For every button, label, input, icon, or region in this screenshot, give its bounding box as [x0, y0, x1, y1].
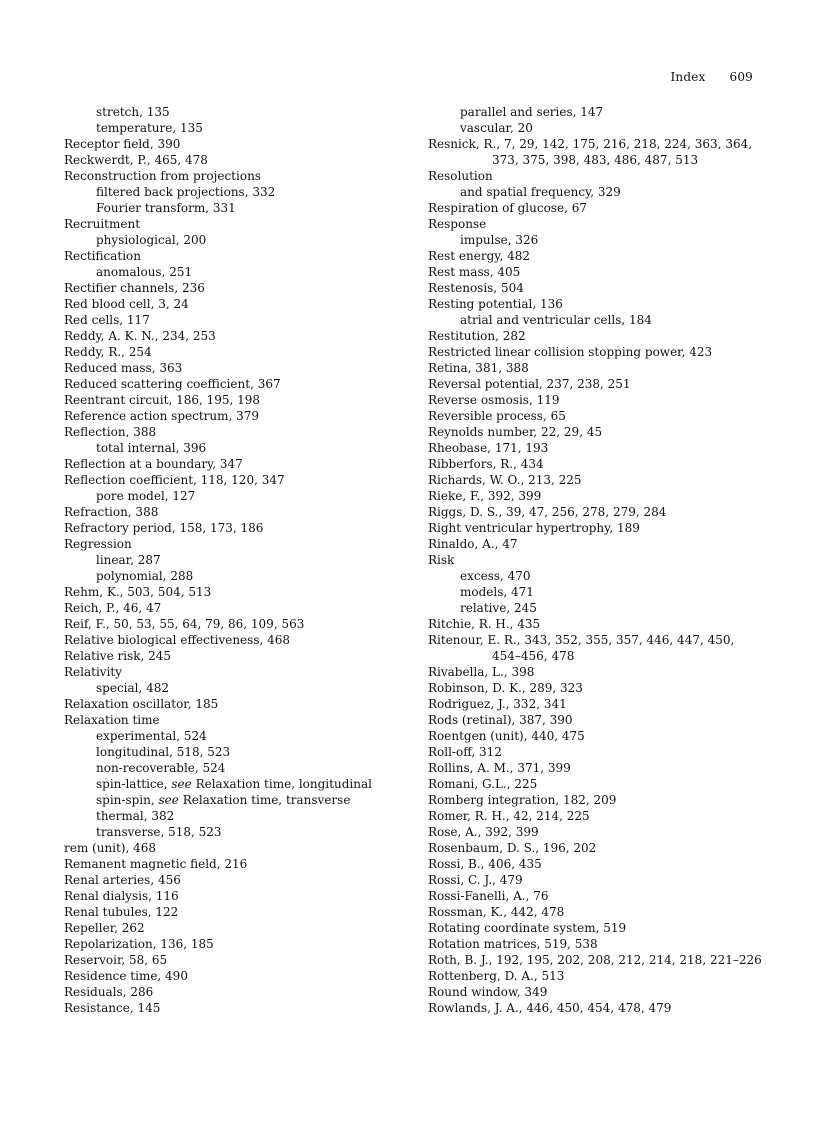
index-subentry: vascular, 20	[460, 121, 533, 135]
index-entry: Reich, P., 46, 47	[64, 601, 162, 615]
index-subentry: spin-lattice, see Relaxation time, longitudinal	[96, 777, 372, 791]
index-entry: Roth, B. J., 192, 195, 202, 208, 212, 214, 218, 221–226	[428, 953, 762, 967]
index-entry: Rottenberg, D. A., 513	[428, 969, 565, 983]
index-entry: Reduced mass, 363	[64, 361, 183, 375]
index-entry: Robinson, D. K., 289, 323	[428, 681, 583, 695]
index-entry: Respiration of glucose, 67	[428, 201, 587, 215]
index-entry: Relative biological effectiveness, 468	[64, 633, 291, 647]
index-entry: Relaxation time	[64, 713, 160, 727]
index-entry: Refractory period, 158, 173, 186	[64, 521, 264, 535]
index-entry: Reckwerdt, P., 465, 478	[64, 153, 208, 167]
index-entry: Resistance, 145	[64, 1001, 161, 1015]
index-entry: Recruitment	[64, 217, 141, 231]
index-entry: Reference action spectrum, 379	[64, 409, 260, 423]
index-entry: Repolarization, 136, 185	[64, 937, 214, 951]
index-entry: Reversible process, 65	[428, 409, 566, 423]
index-subentry: physiological, 200	[96, 233, 207, 247]
index-entry: Relativity	[64, 665, 123, 679]
index-entry: Reduced scattering coefficient, 367	[64, 377, 281, 391]
index-entry: Refraction, 388	[64, 505, 159, 519]
running-header-title: Index	[670, 70, 706, 84]
index-entry: Rectification	[64, 249, 142, 263]
index-subentry: parallel and series, 147	[460, 105, 604, 119]
index-entry: Rods (retinal), 387, 390	[428, 713, 573, 727]
index-entry: Ritchie, R. H., 435	[428, 617, 541, 631]
index-entry: Restricted linear collision stopping power, 423	[428, 345, 713, 359]
running-header	[670, 70, 753, 84]
index-entry: Risk	[428, 553, 455, 567]
index-subentry: atrial and ventricular cells, 184	[460, 313, 652, 327]
index-entry: Reflection coefficient, 118, 120, 347	[64, 473, 285, 487]
index-subentry: excess, 470	[460, 569, 531, 583]
index-subentry: impulse, 326	[460, 233, 539, 247]
page-number: 609	[729, 70, 753, 84]
index-entry: Resolution	[428, 169, 493, 183]
index-subentry: linear, 287	[96, 553, 161, 567]
index-entry: rem (unit), 468	[64, 841, 157, 855]
index-entry: Ribberfors, R., 434	[428, 457, 544, 471]
index-entry: Romberg integration, 182, 209	[428, 793, 617, 807]
index-entry: Rinaldo, A., 47	[428, 537, 518, 551]
index-entry: Rossman, K., 442, 478	[428, 905, 565, 919]
index-entry: Rest mass, 405	[428, 265, 521, 279]
index-entry: Reflection at a boundary, 347	[64, 457, 243, 471]
index-column-right	[428, 104, 760, 1016]
index-subentry: and spatial frequency, 329	[460, 185, 621, 199]
index-entry: Reconstruction from projections	[64, 169, 261, 183]
index-entry: Rose, A., 392, 399	[428, 825, 539, 839]
index-entry: Romer, R. H., 42, 214, 225	[428, 809, 590, 823]
index-entry: Relative risk, 245	[64, 649, 172, 663]
index-subentry: spin-spin, see Relaxation time, transverse	[96, 793, 351, 807]
index-entry: Repeller, 262	[64, 921, 145, 935]
index-subentry: thermal, 382	[96, 809, 175, 823]
index-entry: Reservoir, 58, 65	[64, 953, 168, 967]
index-subentry: relative, 245	[460, 601, 537, 615]
index-entry: Red blood cell, 3, 24	[64, 297, 189, 311]
index-subentry: transverse, 518, 523	[96, 825, 222, 839]
index-entry: Restenosis, 504	[428, 281, 524, 295]
index-entry: Rossi, C. J., 479	[428, 873, 523, 887]
index-entry: Roentgen (unit), 440, 475	[428, 729, 585, 743]
index-entry: Reddy, A. K. N., 234, 253	[64, 329, 216, 343]
index-entry: Rossi-Fanelli, A., 76	[428, 889, 549, 903]
index-entry: Restitution, 282	[428, 329, 526, 343]
index-entry: Reddy, R., 254	[64, 345, 152, 359]
index-entry: Reverse osmosis, 119	[428, 393, 560, 407]
index-entry: Romani, G.L., 225	[428, 777, 538, 791]
index-entry: Rest energy, 482	[428, 249, 530, 263]
index-entry: Rowlands, J. A., 446, 450, 454, 478, 479	[428, 1001, 672, 1015]
index-entry: Reversal potential, 237, 238, 251	[428, 377, 631, 391]
index-entry: Rotating coordinate system, 519	[428, 921, 627, 935]
index-entry: Resting potential, 136	[428, 297, 563, 311]
index-entry: Rodriguez, J., 332, 341	[428, 697, 567, 711]
index-entry: Rehm, K., 503, 504, 513	[64, 585, 212, 599]
index-entry: Reif, F., 50, 53, 55, 64, 79, 86, 109, 563	[64, 617, 305, 631]
index-entry: Reflection, 388	[64, 425, 157, 439]
index-entry: Renal tubules, 122	[64, 905, 179, 919]
index-entry: Resnick, R., 7, 29, 142, 175, 216, 218, 224, 363, 364, 373, 375, 398, 483, 486, 487, 513	[428, 137, 753, 167]
index-entry: Residence time, 490	[64, 969, 188, 983]
index-entry: Reentrant circuit, 186, 195, 198	[64, 393, 261, 407]
index-subentry: anomalous, 251	[96, 265, 193, 279]
index-subentry: polynomial, 288	[96, 569, 194, 583]
index-entry: Receptor field, 390	[64, 137, 181, 151]
index-entry: Reynolds number, 22, 29, 45	[428, 425, 603, 439]
index-entry: Regression	[64, 537, 132, 551]
index-entry: Rotation matrices, 519, 538	[428, 937, 598, 951]
see-reference: see	[171, 777, 192, 791]
index-entry: Richards, W. O., 213, 225	[428, 473, 582, 487]
index-subentry: total internal, 396	[96, 441, 207, 455]
index-entry: Right ventricular hypertrophy, 189	[428, 521, 640, 535]
index-entry: Roll-off, 312	[428, 745, 502, 759]
index-subentry: filtered back projections, 332	[96, 185, 276, 199]
index-entry: Riggs, D. S., 39, 47, 256, 278, 279, 284	[428, 505, 667, 519]
index-subentry: pore model, 127	[96, 489, 196, 503]
see-reference: see	[158, 793, 179, 807]
index-entry: Rheobase, 171, 193	[428, 441, 549, 455]
index-entry: Rieke, F., 392, 399	[428, 489, 542, 503]
index-entry: Renal dialysis, 116	[64, 889, 179, 903]
index-entry: Retina, 381, 388	[428, 361, 529, 375]
index-entry: Rosenbaum, D. S., 196, 202	[428, 841, 597, 855]
index-subentry: stretch, 135	[96, 105, 170, 119]
index-entry: Red cells, 117	[64, 313, 150, 327]
index-entry: Renal arteries, 456	[64, 873, 181, 887]
index-entry: Response	[428, 217, 487, 231]
index-subentry: models, 471	[460, 585, 534, 599]
index-entry: Relaxation oscillator, 185	[64, 697, 219, 711]
index-subentry: longitudinal, 518, 523	[96, 745, 231, 759]
index-entry: Remanent magnetic field, 216	[64, 857, 248, 871]
index-entry: Rivabella, L., 398	[428, 665, 535, 679]
index-entry: Residuals, 286	[64, 985, 154, 999]
index-column-left	[64, 104, 424, 1016]
index-entry: Round window, 349	[428, 985, 548, 999]
index-subentry: temperature, 135	[96, 121, 203, 135]
index-entry: Rectifier channels, 236	[64, 281, 205, 295]
index-entry: Rollins, A. M., 371, 399	[428, 761, 571, 775]
index-subentry: Fourier transform, 331	[96, 201, 236, 215]
index-subentry: special, 482	[96, 681, 170, 695]
index-subentry: experimental, 524	[96, 729, 207, 743]
index-entry: Ritenour, E. R., 343, 352, 355, 357, 446, 447, 450, 454–456, 478	[428, 633, 735, 663]
index-entry: Rossi, B., 406, 435	[428, 857, 542, 871]
index-subentry: non-recoverable, 524	[96, 761, 226, 775]
